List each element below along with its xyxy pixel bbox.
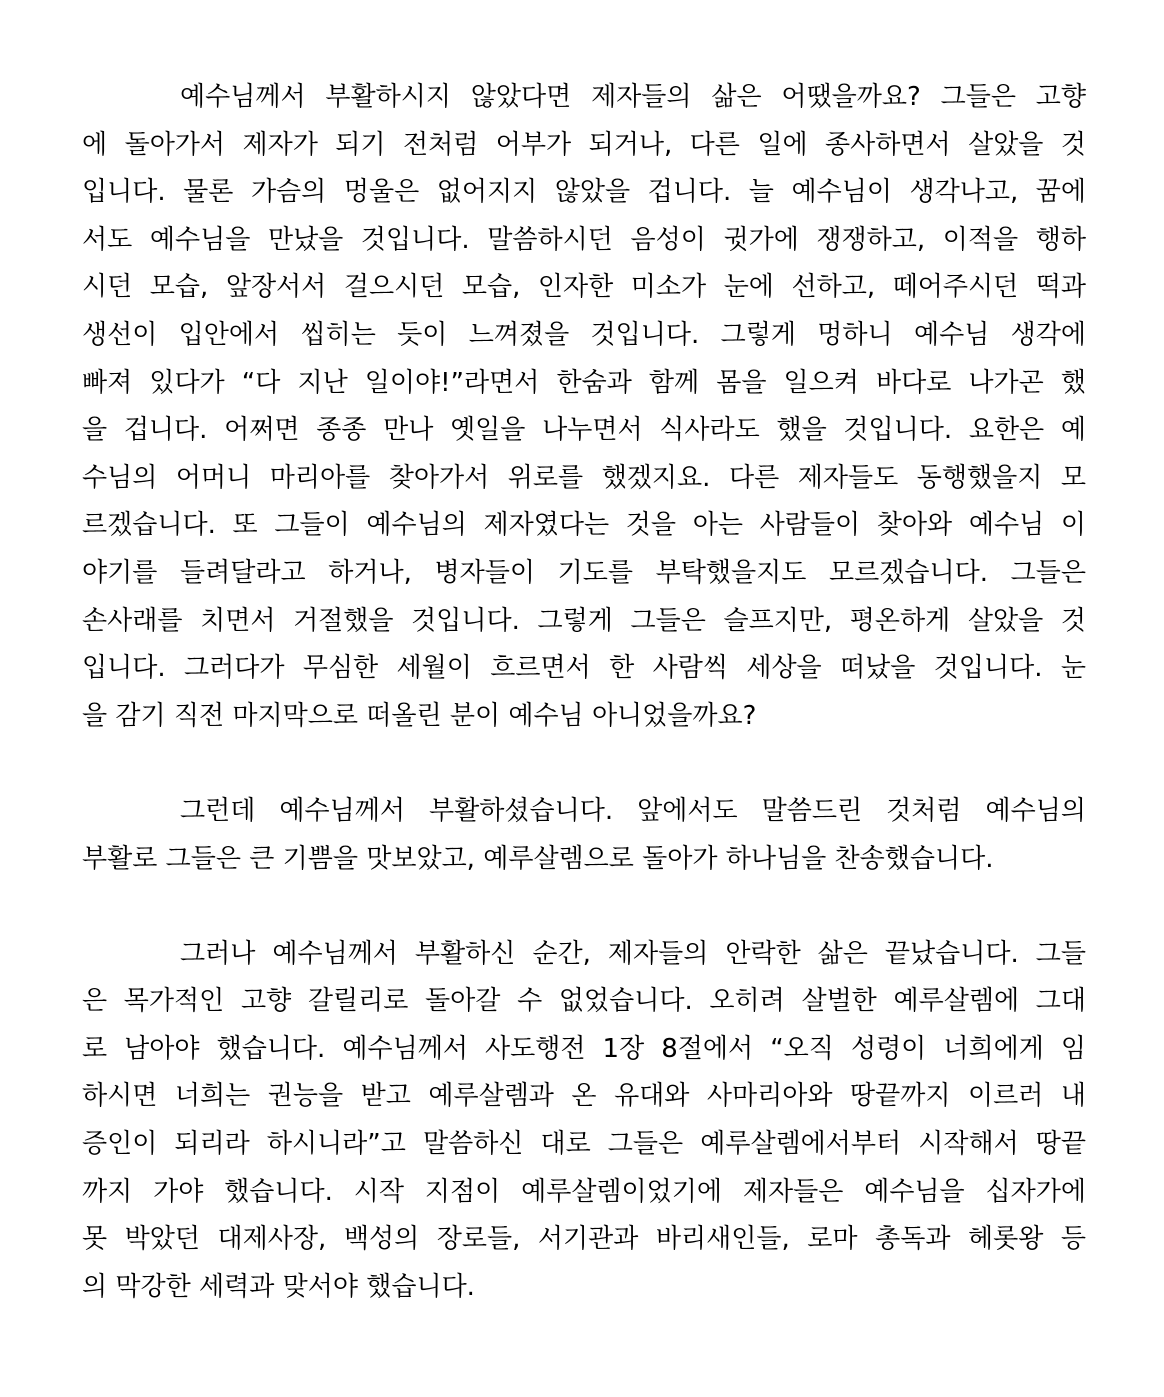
text-line: 야기를 들려달라고 하거나, 병자들이 기도를 부탁했을지도 모르겠습니다. 그들은 <box>82 557 1086 588</box>
text-line: 부활로 그들은 큰 기쁨을 맛보았고, 예루살렘으로 돌아가 하나님을 찬송했습니다. <box>82 843 994 874</box>
text-line: 그런데 예수님께서 부활하셨습니다. 앞에서도 말씀드린 것처럼 예수님의 <box>180 795 1086 826</box>
text-line: 수님의 어머니 마리아를 찾아가서 위로를 했겠지요. 다른 제자들도 동행했을지 모 <box>82 462 1086 493</box>
paragraph-3 <box>82 931 1086 1312</box>
text-line: 의 막강한 세력과 맞서야 했습니다. <box>82 1271 475 1302</box>
document-page <box>82 74 1086 1311</box>
text-line: 입니다. 물론 가슴의 멍울은 없어지지 않았을 겁니다. 늘 예수님이 생각나고, 꿈에 <box>82 177 1086 208</box>
text-line: 을 감기 직전 마지막으로 떠올린 분이 예수님 아니었을까요? <box>82 700 757 731</box>
text-line: 에 돌아가서 제자가 되기 전처럼 어부가 되거나, 다른 일에 종사하면서 살았을 것 <box>82 129 1086 160</box>
text-line: 하시면 너희는 권능을 받고 예루살렘과 온 유대와 사마리아와 땅끝까지 이르러 내 <box>82 1081 1086 1112</box>
text-line: 증인이 되리라 하시니라”고 말씀하신 대로 그들은 예루살렘에서부터 시작해서 땅끝 <box>82 1129 1086 1160</box>
text-line: 손사래를 치면서 거절했을 것입니다. 그렇게 그들은 슬프지만, 평온하게 살았을 것 <box>82 605 1086 636</box>
text-line: 로 남아야 했습니다. 예수님께서 사도행전 1장 8절에서 “오직 성령이 너희에게 임 <box>82 1033 1086 1064</box>
text-line: 빠져 있다가 “다 지난 일이야!”라면서 한숨과 함께 몸을 일으켜 바다로 나가곤 했 <box>82 367 1086 398</box>
text-line: 까지 가야 했습니다. 시작 지점이 예루살렘이었기에 제자들은 예수님을 십자가에 <box>82 1176 1086 1207</box>
text-line: 그러나 예수님께서 부활하신 순간, 제자들의 안락한 삶은 끝났습니다. 그들 <box>180 938 1086 969</box>
text-line: 생선이 입안에서 씹히는 듯이 느껴졌을 것입니다. 그렇게 멍하니 예수님 생각에 <box>82 319 1086 350</box>
text-line: 서도 예수님을 만났을 것입니다. 말씀하시던 음성이 귓가에 쟁쟁하고, 이적을 행하 <box>82 224 1086 255</box>
paragraph-2 <box>82 788 1086 883</box>
text-line: 못 박았던 대제사장, 백성의 장로들, 서기관과 바리새인들, 로마 총독과 헤롯왕 등 <box>82 1224 1086 1255</box>
text-line: 을 겁니다. 어쩌면 종종 만나 옛일을 나누면서 식사라도 했을 것입니다. 요한은 예 <box>82 415 1086 446</box>
text-line: 시던 모습, 앞장서서 걸으시던 모습, 인자한 미소가 눈에 선하고, 떼어주시던 떡과 <box>82 272 1086 303</box>
text-line: 입니다. 그러다가 무심한 세월이 흐르면서 한 사람씩 세상을 떠났을 것입니다. 눈 <box>82 653 1086 684</box>
paragraph-1 <box>82 74 1086 740</box>
text-line: 은 목가적인 고향 갈릴리로 돌아갈 수 없었습니다. 오히려 살벌한 예루살렘에 그대 <box>82 986 1086 1017</box>
text-line: 예수님께서 부활하시지 않았다면 제자들의 삶은 어땠을까요? 그들은 고향 <box>180 82 1086 112</box>
text-line: 르겠습니다. 또 그들이 예수님의 제자였다는 것을 아는 사람들이 찾아와 예수님 이 <box>82 510 1086 541</box>
